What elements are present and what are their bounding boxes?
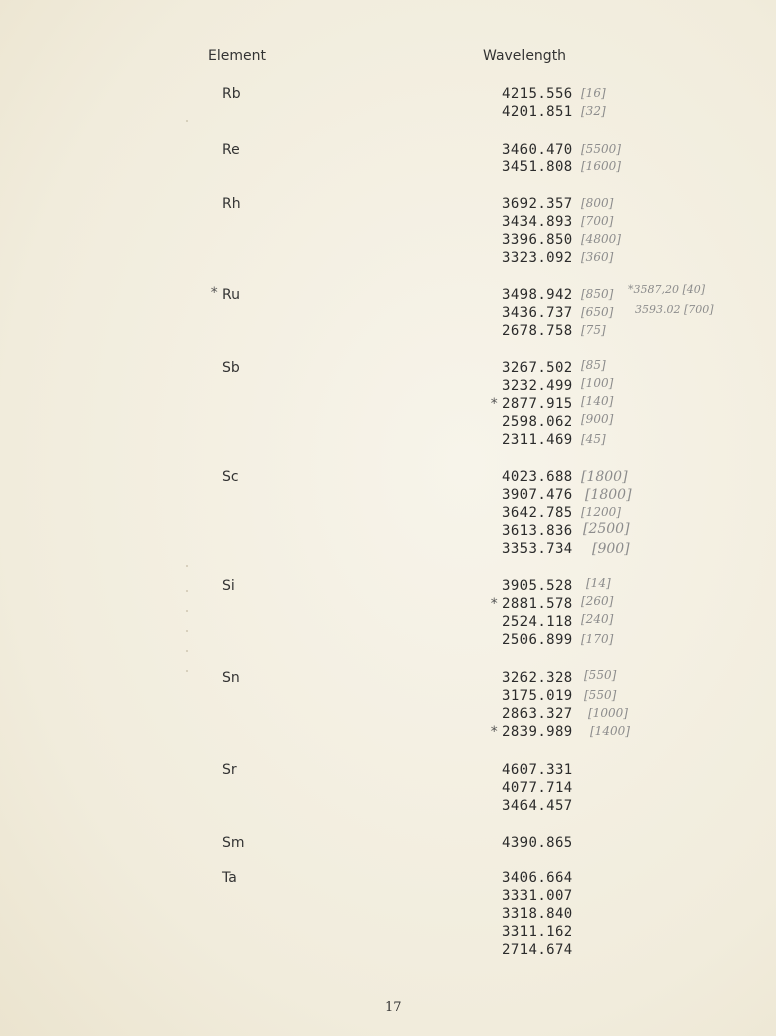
page-number: 17 — [385, 1000, 402, 1015]
handwritten-annotation: [16] — [581, 86, 606, 100]
wavelength-value: 3262.328 — [502, 670, 573, 686]
element-label: Sb — [222, 360, 240, 376]
element-label: Ru — [222, 287, 240, 303]
wavelength-value: 3451.808 — [502, 159, 573, 175]
wavelength-value: 2877.915 — [502, 396, 573, 412]
wavelength-value: 2863.327 — [502, 706, 573, 722]
handwritten-annotation: [1600] — [581, 159, 621, 173]
handwritten-annotation: [14] — [586, 576, 611, 590]
wavelength-value: 2839.989 — [502, 724, 573, 740]
margin-mark — [186, 610, 188, 612]
wavelength-value: 2598.062 — [502, 414, 573, 430]
element-column-header: Element — [208, 48, 266, 64]
handwritten-annotation: [1800] — [581, 469, 628, 485]
asterisk-mark: * — [490, 724, 499, 740]
wavelength-value: 3907.476 — [502, 487, 573, 503]
element-label: Sc — [222, 469, 239, 485]
wavelength-value: 4215.556 — [502, 86, 573, 102]
handwritten-annotation: [260] — [581, 594, 614, 608]
handwritten-annotation: [650] — [581, 305, 614, 319]
wavelength-value: 3460.470 — [502, 142, 573, 158]
handwritten-annotation: 3593.02 [700] — [635, 303, 714, 316]
handwritten-annotation: [1800] — [585, 487, 632, 503]
margin-mark — [186, 120, 188, 122]
handwritten-annotation: [360] — [581, 250, 614, 264]
element-label: Sn — [222, 670, 240, 686]
wavelength-value: 3318.840 — [502, 906, 573, 922]
element-label: Ta — [222, 870, 237, 886]
handwritten-annotation: [5500] — [581, 142, 621, 156]
wavelength-value: 2714.674 — [502, 942, 573, 958]
handwritten-annotation: [1000] — [588, 706, 628, 720]
asterisk-mark: * — [490, 396, 499, 412]
handwritten-annotation: [1200] — [581, 505, 621, 519]
handwritten-annotation: [2500] — [583, 521, 630, 537]
wavelength-value: 2678.758 — [502, 323, 573, 339]
margin-mark — [186, 590, 188, 592]
wavelength-value: 4390.865 — [502, 835, 573, 851]
handwritten-annotation: [900] — [581, 412, 614, 426]
wavelength-value: 3396.850 — [502, 232, 573, 248]
wavelength-value: 3323.092 — [502, 250, 573, 266]
wavelength-value: 3434.893 — [502, 214, 573, 230]
wavelength-value: 3642.785 — [502, 505, 573, 521]
handwritten-annotation: [240] — [581, 612, 614, 626]
wavelength-value: 4077.714 — [502, 780, 573, 796]
wavelength-value: 2506.899 — [502, 632, 573, 648]
wavelength-value: 3353.734 — [502, 541, 573, 557]
wavelength-value: 3905.528 — [502, 578, 573, 594]
handwritten-annotation: [850] — [581, 287, 614, 301]
handwritten-annotation: [550] — [584, 668, 617, 682]
margin-mark — [186, 650, 188, 652]
wavelength-value: 3267.502 — [502, 360, 573, 376]
wavelength-column-header: Wavelength — [483, 48, 567, 64]
wavelength-value: 3311.162 — [502, 924, 573, 940]
asterisk-mark: * — [210, 285, 219, 301]
wavelength-value: 4607.331 — [502, 762, 573, 778]
wavelength-value: 3498.942 — [502, 287, 573, 303]
wavelength-value: 2881.578 — [502, 596, 573, 612]
wavelength-value: 3613.836 — [502, 523, 573, 539]
element-label: Sr — [222, 762, 237, 778]
wavelength-value: 3232.499 — [502, 378, 573, 394]
margin-mark — [186, 565, 188, 567]
wavelength-value: 3464.457 — [502, 798, 573, 814]
element-label: Re — [222, 142, 240, 158]
margin-mark — [186, 670, 188, 672]
wavelength-value: 3175.019 — [502, 688, 573, 704]
wavelength-value: 4023.688 — [502, 469, 573, 485]
handwritten-annotation: [75] — [581, 323, 606, 337]
handwritten-annotation: [900] — [592, 541, 630, 557]
asterisk-mark: * — [490, 596, 499, 612]
wavelength-value: 3692.357 — [502, 196, 573, 212]
wavelength-value: 2524.118 — [502, 614, 573, 630]
handwritten-annotation: [700] — [581, 214, 614, 228]
handwritten-annotation: [550] — [584, 688, 617, 702]
handwritten-annotation: [170] — [581, 632, 614, 646]
handwritten-annotation: [32] — [581, 104, 606, 118]
handwritten-annotation: [100] — [581, 376, 614, 390]
element-label: Rb — [222, 86, 241, 102]
wavelength-value: 3406.664 — [502, 870, 573, 886]
element-label: Sm — [222, 835, 245, 851]
handwritten-annotation: [140] — [581, 394, 614, 408]
handwritten-annotation: *3587,20 [40] — [628, 283, 706, 296]
handwritten-annotation: [45] — [581, 432, 606, 446]
wavelength-value: 4201.851 — [502, 104, 573, 120]
handwritten-annotation: [1400] — [590, 724, 630, 738]
wavelength-value: 3436.737 — [502, 305, 573, 321]
element-label: Si — [222, 578, 235, 594]
handwritten-annotation: [85] — [581, 358, 606, 372]
handwritten-annotation: [4800] — [581, 232, 621, 246]
element-label: Rh — [222, 196, 241, 212]
margin-mark — [186, 630, 188, 632]
wavelength-value: 2311.469 — [502, 432, 573, 448]
handwritten-annotation: [800] — [581, 196, 614, 210]
wavelength-value: 3331.007 — [502, 888, 573, 904]
